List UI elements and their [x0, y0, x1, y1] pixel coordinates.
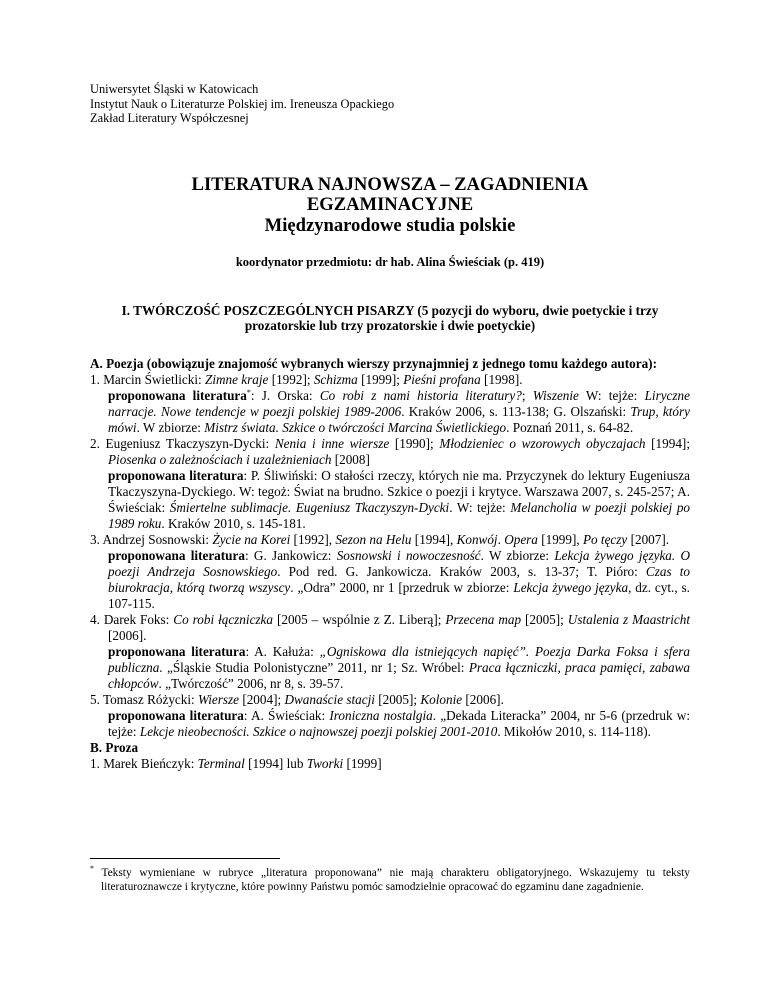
work-title: Terminal: [197, 755, 245, 771]
literature-text: . W zbiorze:: [136, 419, 205, 435]
work-year: [2005 – wspólnie z Z. Liberą];: [273, 611, 446, 627]
literature-text: : A. Kałuża:: [245, 643, 320, 659]
footnote-text: Teksty wymieniane w rubryce „literatura proponowana” nie mają charakteru obligatoryjnego. Wskazujemy tu teksty literaturoznawcze i krytyczne, które powinny Państwu pomóc samodzielnie opracować do egzaminu dane zagadnienie.: [94, 867, 690, 894]
footnote: [90, 866, 690, 894]
literature-title: Melancholia w poezji polskiej po 1989 roku: [108, 499, 691, 531]
literature-text: : G. Jankowicz:: [244, 547, 337, 563]
literature-text: . W zbiorze:: [480, 547, 555, 563]
work-year: [1992],: [290, 531, 336, 547]
literature-text: . Kraków 2010, s. 145-181.: [161, 515, 306, 531]
work-title: Zimne kraje: [205, 371, 269, 387]
list-item: [90, 532, 690, 548]
subsection-prose-heading: B. Proza: [90, 739, 139, 755]
literature-title: „Ogniskowa dla istniejących napięć”. Poezja Darka Foksa i sfera publiczna: [108, 643, 691, 675]
literature-title: Lekcja żywego języka: [513, 579, 629, 595]
literature-text: . Pod red. G. Jankowicza. Kraków 2003, s. 13-37; T. Pióro:: [277, 563, 646, 579]
author: 2. Eugeniusz Tkaczyszyn-Dycki:: [90, 435, 275, 451]
literature-text: . Poznań 2011, s. 64-82.: [506, 419, 634, 435]
work-year: [1990];: [389, 435, 440, 451]
work-title: Kolonie: [420, 691, 463, 707]
literature-title: Praca łączniczki, praca pamięci, zabawa chłopców: [108, 659, 690, 691]
literature-title: Co robi z nami historia literatury?: [319, 387, 522, 403]
work-year: [1999],: [537, 531, 583, 547]
footnote-divider: [90, 858, 280, 859]
work-year: [2006].: [462, 691, 504, 707]
work-year: [1994] lub: [244, 755, 307, 771]
university-name: Uniwersytet Śląski w Katowicach: [90, 82, 259, 96]
work-title: Przecena map: [445, 611, 522, 627]
author: 4. Darek Foks:: [90, 611, 174, 627]
institution-header: [90, 82, 690, 126]
literature-text: : J. Orska:: [250, 387, 320, 403]
literature-title: Mistrz świata. Szkice o twórczości Marcina Świetlickiego: [204, 419, 507, 435]
literature-title: Lekcja żywego języka. O poezji Andrzeja Sosnowskiego: [108, 547, 691, 579]
work-title: Nenia i inne wiersze: [274, 435, 390, 451]
literature-title: Liryczne narracje. Nowe tendencje w poezji polskiej 1989-2006: [108, 387, 690, 419]
literature-text: : P. Śliwiński: O stałości rzeczy, których nie ma. Przyczynek do lektury Eugeniusza Tkaczyszyna-Dyckiego. W: tegoż: Świat na brudno. Szkice o poezji i krytyce. Warszawa 2007, s. 245-257; A. Świeściak:: [108, 467, 691, 515]
proposed-literature: [90, 548, 690, 612]
work-year: [1998].: [480, 371, 523, 387]
section-heading: I. TWÓRCZOŚĆ POSZCZEGÓLNYCH PISARZY (5 pozycji do wyboru, dwie poetyckie i trzy prozatorskie lub trzy prozatorskie i dwie poetyckie): [121, 302, 659, 334]
literature-title: Sosnowski i nowoczesność: [336, 547, 481, 563]
work-title: Ustalenia z Maastricht: [567, 611, 690, 627]
work-year: [2006].: [108, 627, 147, 643]
author: 3. Andrzej Sosnowski:: [90, 531, 213, 547]
literature-label: proponowana literatura: [108, 707, 244, 723]
subsection-poetry-heading: A. Poezja (obowiązuje znajomość wybranych wierszy przynajmniej z jednego tomu każdego autora):: [90, 355, 657, 371]
title-subtitle: Międzynarodowe studia polskie: [264, 214, 516, 236]
work-title: Piosenka o zależnościach i uzależnieniach: [108, 451, 332, 467]
title-line-1: LITERATURA NAJNOWSZA – ZAGADNIENIA: [191, 173, 589, 195]
list-item: [90, 756, 690, 772]
literature-text: . Kraków 2006, s. 113-138; G. Olszański:: [401, 403, 631, 419]
literature-text: . „Odra” 2000, nr 1 [przedruk w zbiorze:: [290, 579, 514, 595]
literature-text: . „Śląskie Studia Polonistyczne” 2011, nr 1; Sz. Wróbel:: [159, 659, 469, 675]
work-title: Wiersze: [197, 691, 240, 707]
work-title: Opera: [504, 531, 538, 547]
proposed-literature: [90, 468, 690, 532]
list-item: [90, 692, 690, 708]
title-line-2: EGZAMINACYJNE: [306, 194, 474, 216]
footnote-marker: *: [246, 387, 251, 397]
literature-text: . „Twórczość” 2006, nr 8, s. 39-57.: [158, 675, 344, 691]
proposed-literature: [90, 388, 690, 436]
work-title: Pieśni profana: [403, 371, 481, 387]
work-year: [2005];: [374, 691, 421, 707]
section-body: [90, 356, 690, 772]
literature-label: proponowana literatura: [108, 387, 247, 403]
literature-title: Czas to biurokracja, którą tworzą wszyscy: [108, 563, 690, 595]
list-item: [90, 436, 690, 468]
work-year: [1994],: [411, 531, 457, 547]
work-title: Młodzieniec o wzorowych obyczajach: [439, 435, 646, 451]
work-year: [1994];: [645, 435, 690, 451]
author: 5. Tomasz Różycki:: [90, 691, 198, 707]
literature-text: ;: [521, 387, 533, 403]
institute-name: Instytut Nauk o Literaturze Polskiej im. Ireneusza Opackiego: [90, 96, 395, 111]
literature-text: . W: tejże:: [449, 499, 511, 515]
work-year: .: [497, 531, 505, 547]
work-year: [2007].: [627, 531, 670, 547]
work-title: Sezon na Helu: [335, 531, 412, 547]
work-title: Konwój: [456, 531, 498, 547]
work-title: Tworki: [306, 755, 344, 771]
literature-label: proponowana literatura: [108, 467, 244, 483]
literature-text: W: tejże:: [578, 387, 645, 403]
department-name: Zakład Literatury Współczesnej: [90, 111, 249, 126]
work-year: [1999]: [343, 755, 382, 771]
literature-text: . Mikołów 2010, s. 114-118).: [497, 723, 651, 739]
literature-title: Śmiertelne sublimacje. Eugeniusz Tkaczyszyn-Dycki: [169, 499, 450, 515]
work-year: [2004];: [239, 691, 285, 707]
document-title: [90, 175, 690, 237]
literature-title: Wiszenie: [532, 387, 579, 403]
work-year: [2005];: [521, 611, 568, 627]
document-page: [90, 82, 690, 772]
author: 1. Marcin Świetlicki:: [90, 371, 206, 387]
literature-label: proponowana literatura: [108, 547, 245, 563]
work-title: Dwanaście stacji: [284, 691, 375, 707]
literature-label: proponowana literatura: [108, 643, 246, 659]
work-year: [1999];: [357, 371, 404, 387]
coordinator-line: koordynator przedmiotu: dr hab. Alina Świeściak (p. 419): [235, 254, 545, 269]
footnote-marker: *: [90, 864, 94, 873]
work-title: Co robi łączniczka: [173, 611, 274, 627]
list-item: [90, 372, 690, 388]
literature-title: Trup, który mówi: [108, 403, 690, 435]
literature-text: , dz. cyt., s. 107-115.: [108, 579, 690, 611]
work-year: [1992];: [268, 371, 314, 387]
work-title: Schizma: [313, 371, 358, 387]
proposed-literature: [90, 708, 690, 740]
literature-title: Lekcje nieobecności. Szkice o najnowszej poezji polskiej 2001-2010: [139, 723, 498, 739]
work-title: Po tęczy: [582, 531, 628, 547]
literature-title: Ironiczna nostalgia: [329, 707, 433, 723]
author: 1. Marek Bieńczyk:: [90, 755, 198, 771]
literature-text: : A. Świeściak:: [243, 707, 330, 723]
work-title: Życie na Korei: [212, 531, 291, 547]
proposed-literature: [90, 644, 690, 692]
work-year: [2008]: [331, 451, 370, 467]
literature-text: . „Dekada Literacka” 2004, nr 5-6 (przedruk w: tejże:: [108, 707, 690, 739]
list-item: [90, 612, 690, 644]
